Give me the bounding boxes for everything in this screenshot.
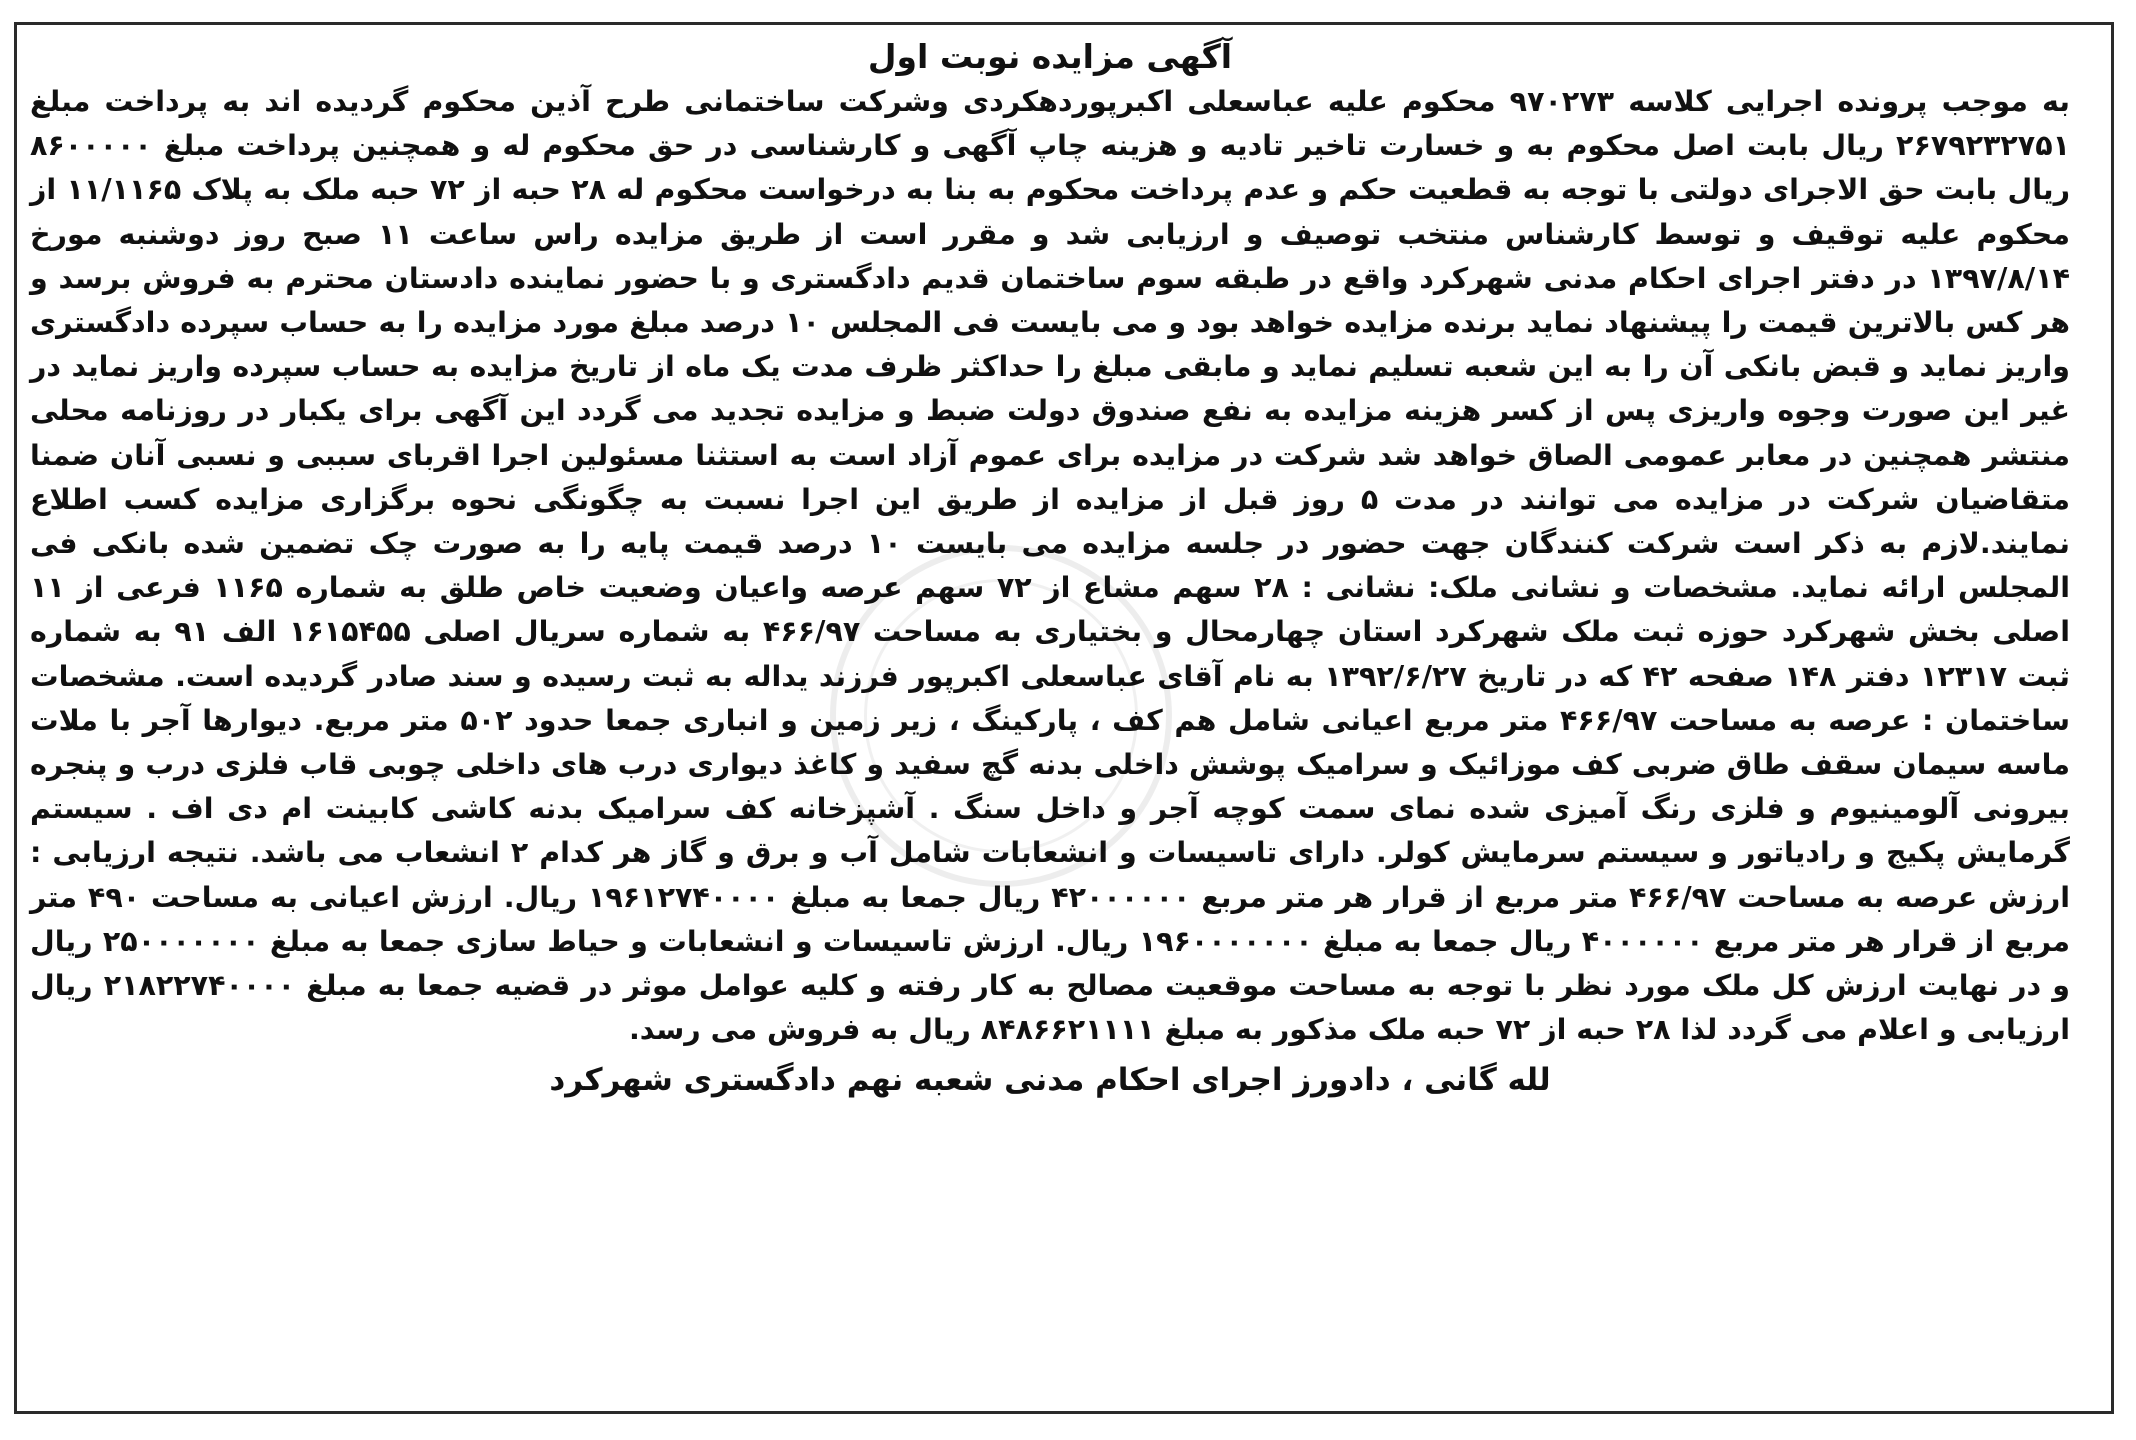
auction-notice: [30, 36, 2070, 1102]
notice-body: به موجب پرونده اجرایی کلاسه ۹۷۰۲۷۳ محکوم علیه عباسعلی اکبرپوردهکردی وشرکت ساختمانی طرح آذین محکوم گردیده اند به پرداخت مبلغ ۲۶۷۹۲۳۲۷۵۱ ریال بابت اصل محکوم به و خسارت تاخیر تادیه و هزینه چاپ آگهی و کارشناسی در حق محکوم له و همچنین پرداخت مبلغ ۸۶۰۰۰۰۰ ریال بابت حق الاجرای دولتی با توجه به قطعیت حکم و عدم پرداخت محکوم به بنا به درخواست محکوم له ۲۸ حبه از ۷۲ حبه ملک به پلاک ۱۱/۱۱۶۵ از محکوم علیه توقیف و توسط کارشناس منتخب توصیف و ارزیابی شد و مقرر است از طریق مزایده راس ساعت ۱۱ صبح روز دوشنبه مورخ ۱۳۹۷/۸/۱۴ در دفتر اجرای احکام مدنی شهرکرد واقع در طبقه سوم ساختمان قدیم دادگستری و با حضور نماینده دادستان محترم به فروش برسد و هر کس بالاترین قیمت را پیشنهاد نماید برنده مزایده خواهد بود و می بایست فی المجلس ۱۰ درصد مبلغ مورد مزایده را به حساب سپرده دادگستری واریز نماید و قبض بانکی آن را به این شعبه تسلیم نماید و مابقی مبلغ را حداکثر ظرف مدت یک ماه از تاریخ مزایده به حساب سپرده واریز نماید در غیر این صورت وجوه واریزی پس از کسر هزینه مزایده به نفع صندوق دولت ضبط و مزایده تجدید می گردد این آگهی برای یکبار در روزنامه محلی منتشر همچنین در معابر عمومی الصاق خواهد شد شرکت در مزایده برای عموم آزاد است به استثنا مسئولین اجرا اقربای سببی و نسبی آنان ضمنا متقاضیان شرکت در مزایده می توانند در مدت ۵ روز قبل از مزایده از طریق این اجرا نسبت به چگونگی نحوه برگزاری مزایده کسب اطلاع نمایند.لازم به ذکر است شرکت کنندگان جهت حضور در جلسه مزایده می بایست ۱۰ درصد قیمت پایه را به صورت چک تضمین شده بانکی فی المجلس ارائه نماید. مشخصات و نشانی ملک: نشانی : ۲۸ سهم مشاع از ۷۲ سهم عرصه واعیان وضعیت خاص طلق به شماره ۱۱۶۵ فرعی از ۱۱ اصلی بخش شهرکرد حوزه ثبت ملک شهرکرد استان چهارمحال و بختیاری به مساحت ۴۶۶/۹۷ به شماره سریال اصلی ۱۶۱۵۴۵۵ الف ۹۱ به شماره ثبت ۱۲۳۱۷ دفتر ۱۴۸ صفحه ۴۲ که در تاریخ ۱۳۹۲/۶/۲۷ به نام آقای عباسعلی اکبرپور فرزند یداله به ثبت رسیده و سند صادر گردیده است. مشخصات ساختمان : عرصه به مساحت ۴۶۶/۹۷ متر مربع اعیانی شامل هم کف ، پارکینگ ، زیر زمین و انباری جمعا حدود ۵۰۲ متر مربع. دیوارها آجر با ملات ماسه سیمان سقف طاق ضربی کف موزائیک و سرامیک پوشش داخلی بدنه گچ سفید و کاغذ دیواری درب های داخلی چوبی قاب فلزی درب و پنجره بیرونی آلومینیوم و فلزی رنگ آمیزی شده نمای سمت کوچه آجر و داخل سنگ . آشپزخانه کف سرامیک بدنه کاشی کابینت ام دی اف . سیستم گرمایش پکیج و رادیاتور و سیستم سرمایش کولر. دارای تاسیسات و انشعابات شامل آب و برق و گاز هر کدام ۲ انشعاب می باشد. نتیجه ارزیابی : ارزش عرصه به مساحت ۴۶۶/۹۷ متر مربع از قرار هر متر مربع ۴۲۰۰۰۰۰۰ ریال جمعا به مبلغ ۱۹۶۱۲۷۴۰۰۰۰ ریال. ارزش اعیانی به مساحت ۴۹۰ متر مربع از قرار هر متر مربع ۴۰۰۰۰۰۰ ریال جمعا به مبلغ ۱۹۶۰۰۰۰۰۰۰ ریال. ارزش تاسیسات و انشعابات و حیاط سازی جمعا به مبلغ ۲۵۰۰۰۰۰۰۰ ریال و در نهایت ارزش کل ملک مورد نظر با توجه به مساحت موقعیت مصالح به کار رفته و کلیه عوامل موثر در قضیه جمعا به مبلغ ۲۱۸۲۲۷۴۰۰۰۰ ریال ارزیابی و اعلام می گردد لذا ۲۸ حبه از ۷۲ حبه ملک مذکور به مبلغ ۸۴۸۶۶۲۱۱۱۱ ریال به فروش می رسد.: [30, 85, 2071, 1047]
notice-signature: لله گانی ، دادورز اجرای احکام مدنی شعبه نهم دادگستری شهرکرد: [549, 1062, 1551, 1099]
notice-title: آگهی مزایده نوبت اول: [867, 37, 1233, 76]
